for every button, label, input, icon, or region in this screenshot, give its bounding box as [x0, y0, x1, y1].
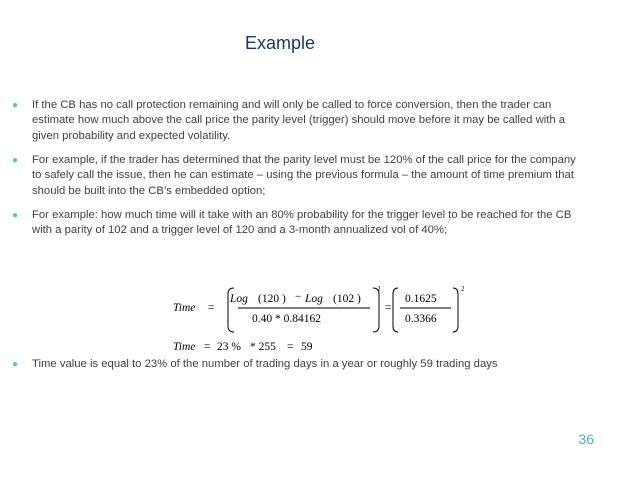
page-number: 36 — [578, 431, 594, 447]
formula-arg2: (102 ) — [333, 293, 361, 305]
bullet-marker-icon: ● — [12, 100, 19, 111]
result-denominator: 0.3366 — [405, 313, 437, 325]
line2-times: * 255 — [250, 341, 276, 353]
line2-eq2: = — [287, 341, 294, 353]
line2-pct: 23 % — [217, 341, 241, 353]
bullet-marker-icon: ● — [12, 155, 19, 166]
result-exponent: 2 — [461, 285, 465, 293]
line2-result: 59 — [301, 341, 313, 353]
bullet-text: If the CB has no call protection remaining and will only be called to force conversion, then the trader can estimate how much above the call price the parity level (trigger) should move before it may be called with a given probability and expected volatility. — [32, 99, 566, 142]
result-numerator: 0.1625 — [405, 293, 437, 305]
bullet-item — [12, 357, 592, 372]
bullet-item — [12, 208, 592, 239]
bullet-marker-icon: ● — [12, 359, 19, 370]
formula-time-label: Time — [173, 302, 196, 314]
time-formula — [160, 282, 480, 360]
line2-time: Time — [173, 341, 196, 353]
formula-minus: − — [295, 291, 302, 303]
formula-log2: Log — [305, 293, 323, 305]
bullet-text: For example, if the trader has determined that the parity level must be 120% of the call price for the company to safely call the issue, then he can estimate – using the previous formula – the amount of time premium that should be built into the CB’s embedded option; — [32, 154, 576, 197]
bullet-item — [12, 153, 592, 199]
formula-denominator: 0.40 * 0.84162 — [252, 313, 321, 325]
slide-title: Example — [244, 33, 316, 53]
bullet-marker-icon: ● — [12, 210, 19, 221]
line2-eq1: = — [204, 341, 211, 353]
formula-log1: Log — [230, 293, 248, 305]
formula-equals: = — [208, 302, 215, 314]
formula-exponent: 2 — [377, 285, 381, 293]
bullet-text: Time value is equal to 23% of the number of trading days in a year or roughly 59 trading days — [32, 358, 498, 370]
formula-equals-2: = — [385, 302, 392, 314]
formula-arg1: (120 ) — [258, 293, 286, 305]
bullet-text: For example: how much time will it take with an 80% probability for the trigger level to be reached for the CB with a parity of 102 and a trigger level of 120 and a 3-month annualized vol of 40%; — [32, 209, 572, 237]
bullet-item — [12, 98, 592, 144]
